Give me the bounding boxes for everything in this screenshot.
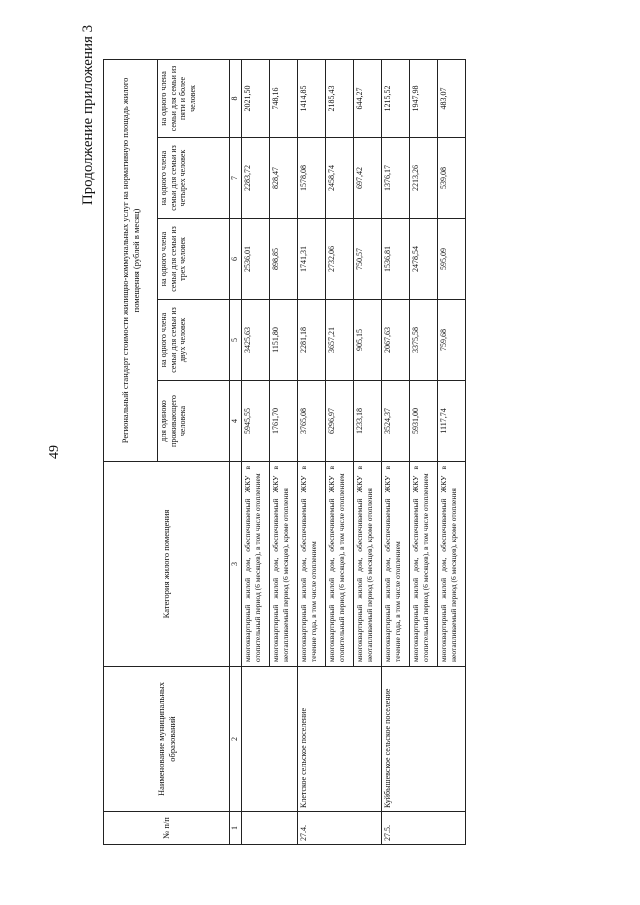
table-row <box>326 59 354 844</box>
value-single: 6296,97 <box>326 381 354 462</box>
value-family-4: 2213,26 <box>410 138 438 219</box>
value-family-4: 1376,17 <box>382 138 410 219</box>
value-family-2: 905,15 <box>354 300 382 381</box>
col-number: 8 <box>230 59 242 137</box>
header-sub-2: на одного члена семьи для семьи из двух человек <box>158 300 230 381</box>
value-family-5plus: 748,16 <box>270 59 298 137</box>
value-family-2: 2281,18 <box>298 300 326 381</box>
value-family-3: 595,09 <box>438 219 466 300</box>
value-single: 5931,00 <box>410 381 438 462</box>
value-family-5plus: 644,27 <box>354 59 382 137</box>
housing-category: многоквартирный жилой дом, обеспечиваемый ЖКУ в неотапливаемый период (6 месяцев), кроме отопления <box>270 462 298 667</box>
header-standard: Региональный стандарт стоимости жилищно-коммунальных услуг на нормативную площадь жилого помещения (рублей в месяц) <box>104 59 158 461</box>
value-family-4: 1578,08 <box>298 138 326 219</box>
housing-category: многоквартирный жилой дом, обеспечиваемый ЖКУ в отопительный период (6 месяцев), в том числе отоплением <box>410 462 438 667</box>
col-number: 7 <box>230 138 242 219</box>
value-family-3: 750,57 <box>354 219 382 300</box>
value-single: 1233,18 <box>354 381 382 462</box>
municipality-name: Клетское сельское поселение <box>298 667 326 812</box>
value-single: 3765,08 <box>298 381 326 462</box>
housing-category: многоквартирный жилой дом, обеспечиваемый ЖКУ в отопительный период (6 месяцев), в том числе отоплением <box>242 462 270 667</box>
housing-category: многоквартирный жилой дом, обеспечиваемый ЖКУ в отопительный период (6 месяцев), в том числе отоплением <box>326 462 354 667</box>
table-row <box>354 59 382 844</box>
col-number: 3 <box>230 462 242 667</box>
table-row <box>410 59 438 844</box>
row-number <box>242 812 270 845</box>
value-family-4: 2458,74 <box>326 138 354 219</box>
value-single: 1761,70 <box>270 381 298 462</box>
municipality-name <box>438 667 466 812</box>
row-number <box>410 812 438 845</box>
page-number: 49 <box>47 445 62 459</box>
value-family-2: 3657,21 <box>326 300 354 381</box>
table-row <box>270 59 298 844</box>
value-family-4: 2283,72 <box>242 138 270 219</box>
col-number: 4 <box>230 381 242 462</box>
rotated-table-wrapper <box>103 60 640 845</box>
value-single: 5945,55 <box>242 381 270 462</box>
col-number: 5 <box>230 300 242 381</box>
value-family-4: 697,42 <box>354 138 382 219</box>
value-family-3: 1741,31 <box>298 219 326 300</box>
table-row <box>438 59 466 844</box>
value-family-4: 828,47 <box>270 138 298 219</box>
header-name: Наименование муниципальных образований <box>104 667 230 812</box>
header-sub-5: на одного члена семьи для семьи из пяти и более человек <box>158 59 230 137</box>
table-row <box>382 59 410 844</box>
value-family-2: 1151,80 <box>270 300 298 381</box>
value-family-3: 2478,54 <box>410 219 438 300</box>
header-category: Категория жилого помещения <box>104 462 230 667</box>
value-single: 1117,74 <box>438 381 466 462</box>
header-sub-3: на одного члена семьи для семьи из трех человек <box>158 219 230 300</box>
housing-category: многоквартирный жилой дом, обеспечиваемый ЖКУ в течение года, в том числе отоплением <box>382 462 410 667</box>
municipality-name <box>270 667 298 812</box>
header-no: № п/п <box>104 812 230 845</box>
row-number <box>270 812 298 845</box>
value-single: 3524,37 <box>382 381 410 462</box>
municipality-name <box>410 667 438 812</box>
value-family-3: 2732,06 <box>326 219 354 300</box>
housing-category: многоквартирный жилой дом, обеспечиваемый ЖКУ в течение года, в том числе отоплением <box>298 462 326 667</box>
row-number: 27.5. <box>382 812 410 845</box>
value-family-2: 3425,63 <box>242 300 270 381</box>
municipality-name: Куйбышевское сельское поселение <box>382 667 410 812</box>
municipality-name <box>326 667 354 812</box>
table-row <box>242 59 270 844</box>
housing-category: многоквартирный жилой дом, обеспечиваемый ЖКУ в неотапливаемый период (6 месяцев), кроме отопления <box>438 462 466 667</box>
value-family-3: 1536,81 <box>382 219 410 300</box>
col-number: 2 <box>230 667 242 812</box>
header-sub-1: для одиноко проживающего человека <box>158 381 230 462</box>
value-family-5plus: 1215,52 <box>382 59 410 137</box>
col-number: 1 <box>230 812 242 845</box>
value-family-4: 539,08 <box>438 138 466 219</box>
housing-category: многоквартирный жилой дом, обеспечиваемый ЖКУ в неотапливаемый период (6 месяцев), кроме отопления <box>354 462 382 667</box>
value-family-2: 2067,63 <box>382 300 410 381</box>
value-family-5plus: 2021,50 <box>242 59 270 137</box>
value-family-2: 3375,58 <box>410 300 438 381</box>
row-number <box>354 812 382 845</box>
value-family-3: 2536,01 <box>242 219 270 300</box>
value-family-5plus: 483,07 <box>438 59 466 137</box>
value-family-5plus: 1947,98 <box>410 59 438 137</box>
standards-table <box>103 59 466 845</box>
value-family-5plus: 1414,85 <box>298 59 326 137</box>
municipality-name <box>354 667 382 812</box>
value-family-5plus: 2185,43 <box>326 59 354 137</box>
header-sub-4: на одного члена семьи для семьи из четырех человек <box>158 138 230 219</box>
value-family-3: 898,85 <box>270 219 298 300</box>
row-number <box>438 812 466 845</box>
col-number: 6 <box>230 219 242 300</box>
row-number <box>326 812 354 845</box>
row-number: 27.4. <box>298 812 326 845</box>
value-family-2: 759,68 <box>438 300 466 381</box>
table-row <box>298 59 326 844</box>
appendix-title: Продолжение приложения 3 <box>80 24 96 206</box>
municipality-name <box>242 667 270 812</box>
